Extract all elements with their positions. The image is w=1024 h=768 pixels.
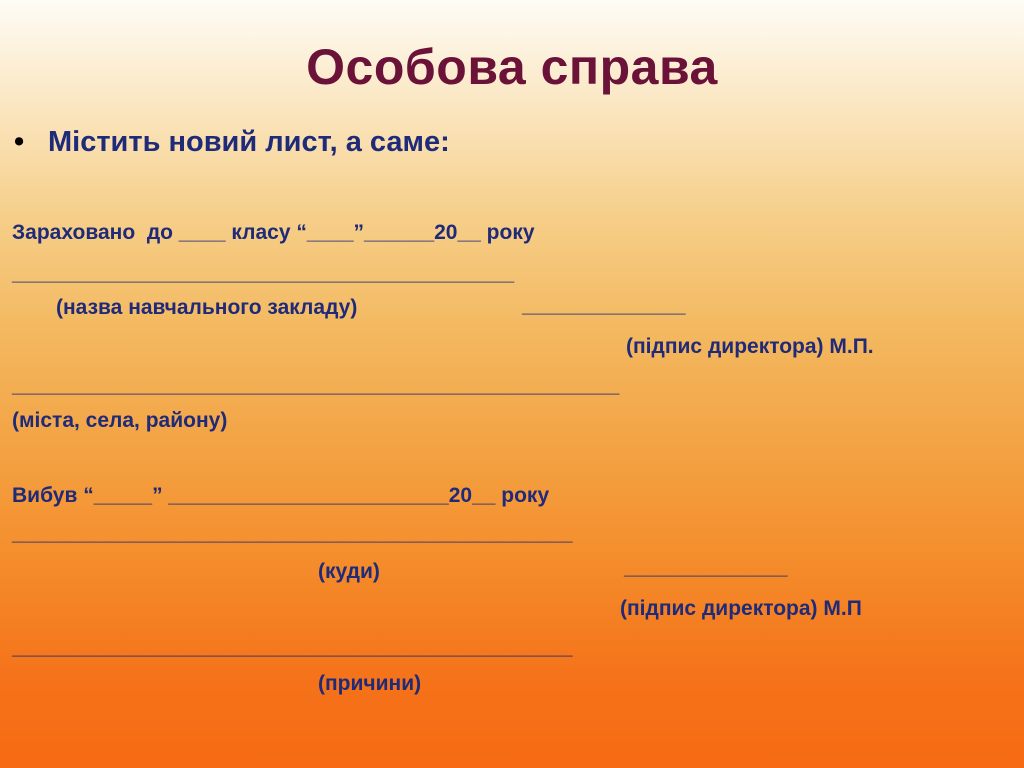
director-signature-2: (підпис директора) М.П — [620, 597, 862, 620]
school-caption: (назва навчального закладу) — [56, 296, 358, 319]
signature-blank-1: ______________ — [522, 294, 686, 317]
school-blank: ___________________________________________ — [12, 262, 515, 285]
signature-blank-2: ______________ — [624, 556, 788, 579]
left-line: Вибув “_____” ________________________20__ року — [12, 484, 550, 507]
where-caption: (куди) — [318, 560, 380, 583]
city-caption: (міста, села, району) — [12, 409, 228, 432]
bullet-item — [14, 126, 450, 159]
enrolled-line: Зараховано до ____ класу “____”______20__ року — [12, 221, 535, 244]
reason-blank: ________________________________________________ — [12, 636, 573, 659]
slide-title: Особова справа — [306, 39, 718, 95]
where-blank: ________________________________________________ — [12, 522, 573, 545]
bullet-dot: • — [14, 126, 25, 158]
director-signature-1: (підпис директора) М.П. — [626, 335, 874, 358]
bullet-text: Містить новий лист, а саме: — [48, 126, 450, 158]
city-blank: ____________________________________________________ — [12, 374, 620, 397]
reason-caption: (причини) — [318, 672, 422, 695]
